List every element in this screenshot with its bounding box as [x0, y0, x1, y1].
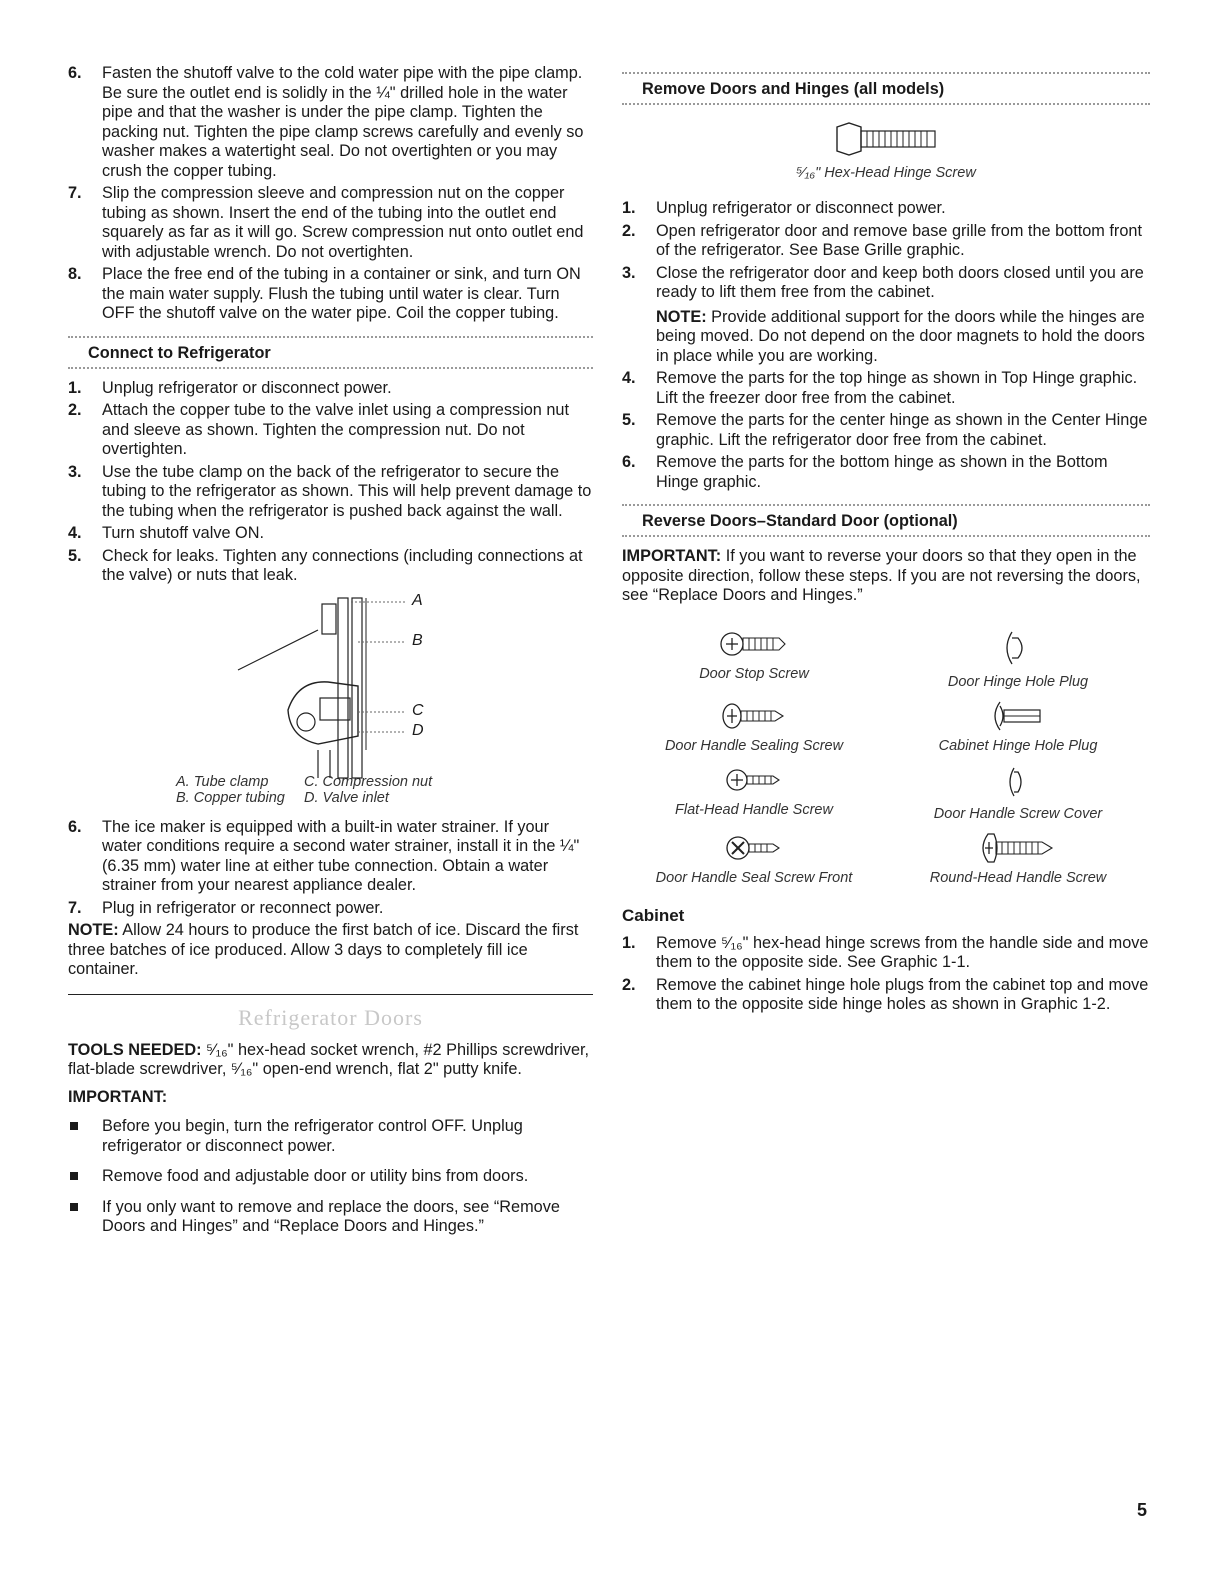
divider [68, 336, 593, 338]
part-round-head-handle-screw: Round-Head Handle Screw [886, 832, 1150, 886]
list-item: 7. Plug in refrigerator or reconnect power. [68, 898, 384, 917]
part-door-hinge-hole-plug: Door Hinge Hole Plug [886, 628, 1150, 690]
list-item: 4. Remove the parts for the top hinge as shown in Top Hinge graphic. Lift the freezer door free from the cabinet. [622, 369, 1138, 407]
divider [622, 535, 1150, 537]
divider [622, 72, 1150, 74]
divider [622, 103, 1150, 105]
list-item: 3. Close the refrigerator door and keep both doors closed until you are ready to lift them free from the cabinet. NOTE: Provide additional support for the doors while the hinges are being moved. Do not depend on the door magnets to hold the doors in place while you are working. [622, 264, 1150, 367]
right-column [622, 64, 1150, 1018]
reverse-important: IMPORTANT: If you want to reverse your doors so that they open in the opposite direction, follow these steps. If you are not reversing the doors, see “Replace Doors and Hinges.” [622, 547, 1141, 604]
install-steps-continued [68, 64, 593, 324]
part-cabinet-hinge-hole-plug: Cabinet Hinge Hole Plug [886, 700, 1150, 754]
list-item: If you only want to remove and replace the doors, see “Remove Doors and Hinges” and “Replace Doors and Hinges.” [68, 1198, 593, 1237]
part-door-handle-screw-cover: Door Handle Screw Cover [886, 764, 1150, 822]
sealing-screw-icon [719, 700, 789, 732]
list-item: 1. Remove ⁵⁄₁₆" hex-head hinge screws from the handle side and move them to the opposite side. See Graphic 1-1. [622, 933, 1149, 971]
list-item: 2. Open refrigerator door and remove base grille from the bottom front of the refrigerator. See Base Grille graphic. [622, 221, 1142, 259]
part-flat-head-handle-screw: Flat-Head Handle Screw [622, 764, 886, 822]
cabinet-steps [622, 934, 1150, 1015]
part-door-handle-seal-screw-front: Door Handle Seal Screw Front [622, 832, 886, 886]
ice-note: NOTE: Allow 24 hours to produce the first batch of ice. Discard the first three batches of ice produced. Allow 3 days to completely fill ice container. [68, 921, 579, 978]
bullet-icon [70, 1203, 78, 1211]
hex-head-screw-icon [831, 119, 941, 159]
list-item: 5. Remove the parts for the center hinge as shown in the Center Hinge graphic. Lift the refrigerator door free from the cabinet. [622, 411, 1148, 449]
cabinet-plug-icon [988, 700, 1048, 732]
flat-head-screw-icon [724, 764, 784, 796]
list-item: 3. Use the tube clamp on the back of the refrigerator to secure the tubing to the refrigerator as shown. This will help prevent damage to the tubing when the refrigerator is pushed back against the wall. [68, 462, 592, 520]
list-item: Before you begin, turn the refrigerator control OFF. Unplug refrigerator or disconnect power. [68, 1117, 593, 1156]
hinge-screw-figure: ⁵⁄₁₆" Hex-Head Hinge Screw [622, 119, 1150, 181]
connect-to-refrigerator-heading: Connect to Refrigerator [68, 336, 593, 369]
screw-cover-icon [998, 764, 1038, 800]
callout-c: C [412, 701, 424, 719]
list-item: 7. Slip the compression sleeve and compression nut on the copper tubing as shown. Insert the end of the tubing into the outlet end squarely as far as it will go. Screw compression nut onto outlet end with adjustable wrench. Do not overtighten. [68, 184, 584, 261]
seal-screw-front-icon [724, 832, 784, 864]
list-item: 1. Unplug refrigerator or disconnect power. [68, 378, 392, 397]
connect-steps [68, 379, 593, 586]
list-item: 6. Fasten the shutoff valve to the cold water pipe with the pipe clamp. Be sure the outlet end is solidly in the ¼" drilled hole in the water pipe and that the washer is under the pipe clamp. Tighten the packing nut. Tighten the pipe clamp screws carefully and evenly so washer makes a watertight seal. Do not overtighten or you may crush the copper tubing. [68, 64, 584, 180]
valve-connection-diagram [68, 590, 593, 782]
part-door-handle-sealing-screw: Door Handle Sealing Screw [622, 700, 886, 754]
door-stop-screw-icon [719, 628, 789, 660]
remove-doors-heading: Remove Doors and Hinges (all models) [622, 72, 1150, 105]
list-item: 1. Unplug refrigerator or disconnect power. [622, 199, 946, 217]
bullet-icon [70, 1172, 78, 1180]
hole-plug-icon [998, 628, 1038, 668]
left-column [68, 64, 593, 1248]
callout-d: D [412, 721, 424, 739]
parts-grid [622, 628, 1150, 886]
divider [68, 367, 593, 369]
important-bullets [68, 1117, 593, 1237]
cabinet-heading: Cabinet [622, 905, 685, 925]
list-item: 8. Place the free end of the tubing in a container or sink, and turn ON the main water supply. Flush the tubing until water is clear. Turn OFF the shutoff valve on the water pipe. Coil the copper tubing. [68, 265, 581, 322]
important-heading: IMPORTANT: [68, 1087, 168, 1106]
page-number: 5 [1136, 1500, 1147, 1520]
list-item: 2. Remove the cabinet hinge hole plugs from the cabinet top and move them to the opposite side hinge holes as shown in Graphic 1-2. [622, 975, 1149, 1013]
part-door-stop-screw: Door Stop Screw [622, 628, 886, 690]
list-item: 4. Turn shutoff valve ON. [68, 524, 264, 542]
list-item: 5. Check for leaks. Tighten any connections (including connections at the valve) or nuts that leak. [68, 546, 583, 584]
tools-needed: TOOLS NEEDED: ⁵⁄₁₆" hex-head socket wrench, #2 Phillips screwdriver, flat-blade screwdriver, ⁵⁄₁₆" open-end wrench, flat 2" putty knife. [68, 1040, 590, 1078]
list-item: 6. Remove the parts for the bottom hinge as shown in the Bottom Hinge graphic. [622, 453, 1108, 491]
ice-maker-steps [68, 818, 593, 919]
bullet-icon [70, 1122, 78, 1130]
reverse-doors-heading: Reverse Doors–Standard Door (optional) [622, 504, 1150, 537]
valve-illustration [68, 590, 593, 782]
section-title: Refrigerator Doors [238, 1004, 423, 1030]
list-item: 2. Attach the copper tube to the valve inlet using a compression nut and sleeve as shown. Tighten the compression nut. Do not overtighten. [68, 401, 570, 458]
diagram-caption: A. Tube clamp C. Compression nut B. Copper tubing D. Valve inlet [176, 773, 433, 806]
section-rule [68, 994, 593, 995]
callout-a: A [412, 591, 423, 609]
list-item: Remove food and adjustable door or utility bins from doors. [68, 1167, 593, 1187]
remove-doors-steps [622, 199, 1150, 492]
divider [622, 504, 1150, 506]
list-item: 6. The ice maker is equipped with a built-in water strainer. If your water conditions require a second water strainer, install it in the ¼" (6.35 mm) water line at either tube connection. Obtain a water strainer from your nearest appliance dealer. [68, 817, 580, 894]
callout-b: B [412, 631, 423, 649]
support-note: NOTE: Provide additional support for the doors while the hinges are being moved. Do not depend on the door magnets to hold the doors in place while you are working. [656, 307, 1145, 365]
round-head-screw-icon [978, 832, 1058, 864]
